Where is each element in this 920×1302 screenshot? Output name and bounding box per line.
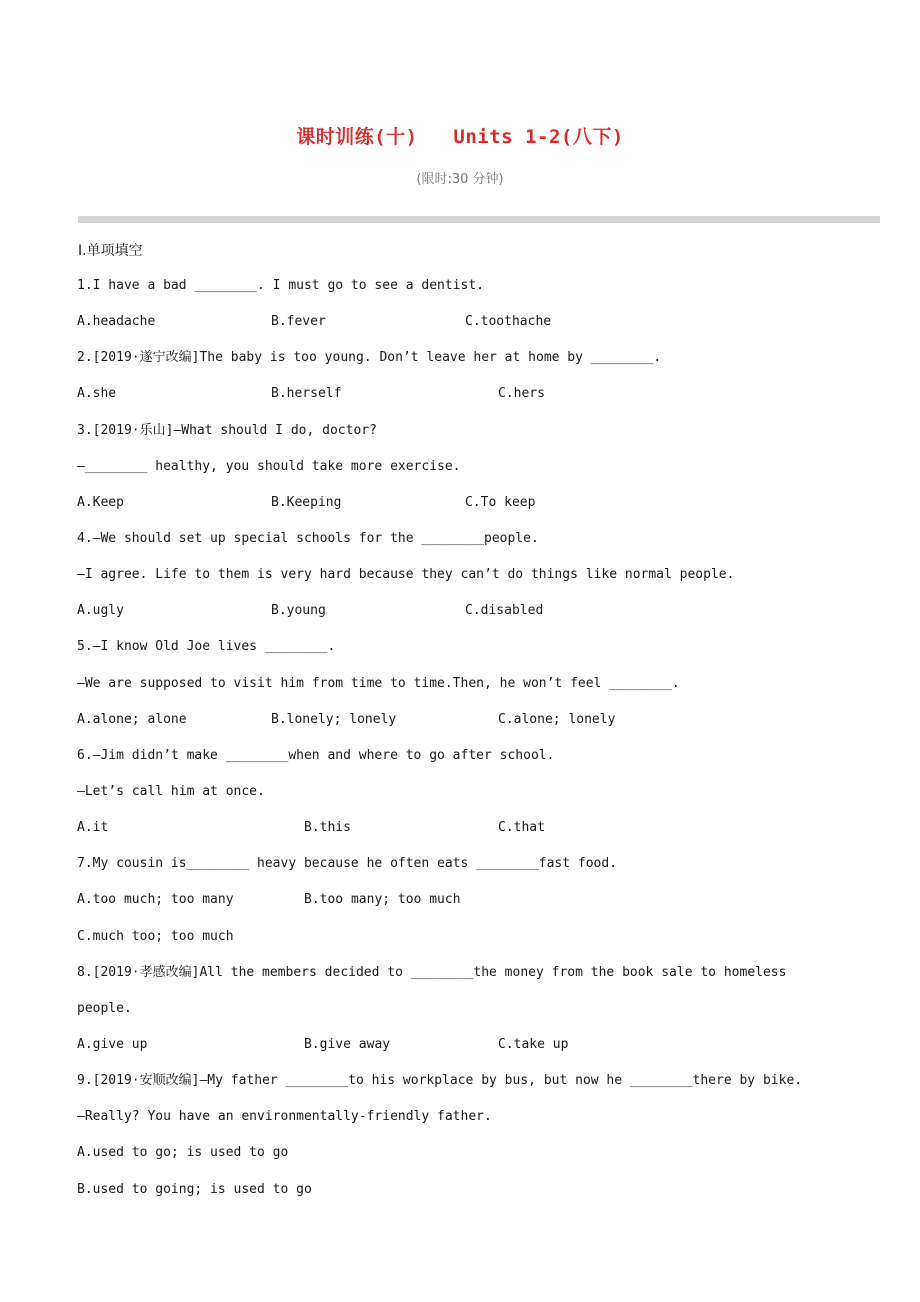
- question-3-reply: —________ healthy, you should take more exercise.: [77, 458, 461, 474]
- question-list: [77, 276, 867, 1216]
- time-limit: (限时:30 分钟): [416, 172, 504, 187]
- page-title: 课时训练(十) Units 1-2(八下): [296, 126, 624, 148]
- question-5-stem: 5.—I know Old Joe lives ________.: [77, 639, 336, 655]
- question-5-reply: —We are supposed to visit him from time to time.Then, he won’t feel ________.: [77, 675, 680, 691]
- question-7-options-ab: [77, 890, 867, 926]
- option-b[interactable]: B.herself: [271, 386, 342, 402]
- option-c[interactable]: C.that: [498, 820, 545, 836]
- option-b[interactable]: B.Keeping: [271, 494, 342, 510]
- option-a[interactable]: A.she: [77, 386, 117, 402]
- question-6-options: [77, 818, 867, 854]
- option-b[interactable]: B.fever: [271, 314, 326, 330]
- option-c[interactable]: C.much too; too much: [77, 928, 234, 944]
- option-a[interactable]: A.it: [77, 820, 109, 836]
- question-7-stem: 7.My cousin is________ heavy because he often eats ________fast food.: [77, 856, 618, 872]
- question-5-options: [77, 710, 867, 746]
- question-3-stem: 3.[2019·乐山]—What should I do, doctor?: [77, 422, 377, 438]
- option-c[interactable]: C.To keep: [465, 494, 536, 510]
- question-4-reply: —I agree. Life to them is very hard because they can’t do things like normal people.: [77, 567, 735, 583]
- question-3-options: [77, 493, 867, 529]
- option-c[interactable]: C.hers: [498, 386, 545, 402]
- question-2-options: [77, 384, 867, 420]
- option-a[interactable]: A.Keep: [77, 494, 124, 510]
- section-title: Ⅰ.单项填空: [78, 243, 143, 259]
- option-c[interactable]: C.toothache: [465, 314, 552, 330]
- option-a[interactable]: A.used to go; is used to go: [77, 1145, 289, 1161]
- question-1-options: [77, 312, 867, 348]
- question-9-stem: 9.[2019·安顺改编]—My father ________to his workplace by bus, but now he ________there by bike.: [77, 1073, 803, 1089]
- option-b[interactable]: B.give away: [304, 1036, 391, 1052]
- question-8-stem-continued: people.: [77, 1000, 132, 1016]
- question-4-stem: 4.—We should set up special schools for the ________people.: [77, 530, 539, 546]
- question-6-reply: —Let’s call him at once.: [77, 783, 265, 799]
- option-c[interactable]: C.disabled: [465, 603, 544, 619]
- question-6-stem: 6.—Jim didn’t make ________when and where to go after school.: [77, 747, 555, 763]
- option-a[interactable]: A.too much; too many: [77, 892, 234, 908]
- question-2-stem: 2.[2019·遂宁改编]The baby is too young. Don’t leave her at home by ________.: [77, 350, 662, 366]
- question-1-stem: 1.I have a bad ________. I must go to see a dentist.: [77, 278, 484, 293]
- option-a[interactable]: A.alone; alone: [77, 711, 187, 727]
- question-8-stem: 8.[2019·孝感改编]All the members decided to ________the money from the book sale to homeless: [77, 964, 787, 980]
- divider: [78, 216, 880, 223]
- option-b[interactable]: B.used to going; is used to go: [77, 1181, 312, 1197]
- question-8-options: [77, 1035, 867, 1071]
- option-a[interactable]: A.ugly: [77, 603, 124, 619]
- option-c[interactable]: C.take up: [498, 1036, 569, 1052]
- option-b[interactable]: B.lonely; lonely: [271, 711, 397, 727]
- option-a[interactable]: A.give up: [77, 1036, 148, 1052]
- option-c[interactable]: C.alone; lonely: [498, 711, 616, 727]
- option-b[interactable]: B.too many; too much: [304, 892, 461, 908]
- option-b[interactable]: B.this: [304, 820, 351, 836]
- option-b[interactable]: B.young: [271, 603, 326, 619]
- question-4-options: [77, 601, 867, 637]
- option-a[interactable]: A.headache: [77, 314, 156, 330]
- question-9-reply: —Really? You have an environmentally-friendly father.: [77, 1109, 492, 1125]
